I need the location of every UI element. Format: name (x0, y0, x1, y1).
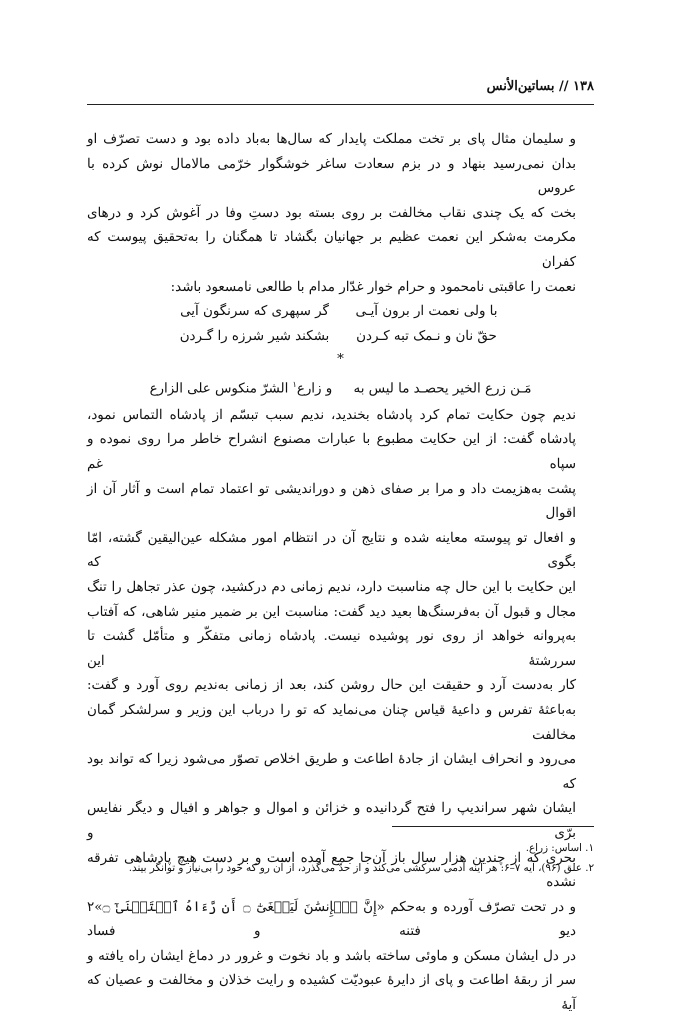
verse-hemistich: حقّ نان و نـمک تبه کـردن (356, 328, 497, 344)
text-line: و در تحت تصرّف آورده و به‌حکم «إِنَّ ٱلۡإِنسَٰنَ لَيَطۡغَىٰٓ ۝ أَن رَّءَاهُ ٱسۡتَغۡنَىٰٓ ۝»۲ دیو فتنه و فساد (87, 899, 576, 940)
verse-couplet (87, 300, 594, 325)
verse-hemistich: گر سپهری که سرنگون آیی (180, 304, 329, 320)
text-line: پشت به‌هزیمت داد و مرا بر صفای ذهن و دوراندیشی تو اعتماد تمام است و آثار آن از اقوال (87, 481, 576, 522)
verse-block (87, 300, 594, 349)
text-line: این حکایت با این حال چه مناسبت دارد، ندیم زمانی دم درکشید، چون عذر تجاهل را تنگ (87, 579, 576, 595)
proverb-second-half-start: و زارع (296, 381, 333, 397)
text-line: بدان نمی‌رسید بنهاد و در بزم سعادت ساغر خوشگوار خرّمی مالامال نوش کرده با عروس (87, 156, 576, 197)
text-line: بخت که یک چندی نقاب مخالفت بر روی بسته بود دستِ وفا در آغوش کرد و درهای (87, 205, 576, 221)
text-line: در دل ایشان مسکن و ماوئی ساخته باشد و باد نخوت و غرور در دماغ ایشان راه یافته و (87, 948, 576, 964)
footnote-marker: ۱ (292, 380, 297, 390)
text-line: ندیم چون حکایت تمام کرد پادشاه بخندید، ندیم سبب تبسّم از پادشاه التماس نمود، (87, 407, 576, 423)
header-rule (87, 104, 594, 105)
verse-couplet (87, 325, 594, 350)
text-line: بحری که از چندین هزار سال باز آن‌جا جمع آمده است و بر دست هیچ پادشاهی تفرقه نشده (87, 850, 576, 891)
text-line: مجال و قبول آن به‌فرسنگ‌ها بعید دید گفت: مناسبت این بر ضمیر منیر شاهی، که آفتاب (87, 604, 576, 620)
text-line: و افعال تو پیوسته معاینه شده و نتایج آن در انتظام امور مشکله عین‌الیقین گشته، امّا بگوی که (87, 530, 576, 571)
text-line: کار به‌دست آرد و حقیقت این حال روشن کند، بعد از زمانی به‌ندیم روی آورد و گفت: (87, 678, 576, 694)
verse-hemistich: بشکند شیر شرزه را گـردن (179, 328, 330, 344)
text-line: و سلیمان مثال پای بر تخت مملکت پایدار که سال‌ها به‌باد داده بود و دست تصرّف او (87, 132, 576, 147)
text-line: پادشاه گفت: از این حکایت مطبوع با عبارات مصنوع انشراح خاطر مرا روی نموده و سپاه غم (87, 432, 576, 472)
footnote-rule (392, 826, 594, 827)
proverb-second-half-end: الشرّ منکوس علی الزارع (149, 381, 293, 397)
main-text (87, 128, 594, 1019)
text-line: می‌رود و انحراف ایشان از جادهٔ اطاعت و طریق اخلاص تصوّر می‌شود زیرا که تواند بود که (87, 752, 576, 792)
footnote-2: ۲. علق (۹۶)، آیه ۷–۶: هر آینه آدمی سرکشی می‌کند و از حدّ می‌گذرد، از آن رو که خود را بی‌نیاز و توانگر بیند. (128, 862, 594, 874)
text-line: به‌پروانه خواهد از روی نور پوشیده نیست. پادشاه زمانی متفکّر و متأمّل گشت تا سررشتهٔ این (87, 629, 576, 669)
text-line: مکرمت به‌شکر این نعمت عظیم بر جهانیان بگشاد تا همگنان را به‌تحقیق پیوست که کفران (87, 230, 576, 270)
verse-hemistich: با ولی نعمت ار برون آیـی (355, 304, 498, 320)
running-header: ۱۳۸ // بساتین‌الأنس (486, 79, 594, 94)
footnote-1: ۱. اساس: زراع. (525, 842, 594, 854)
footnotes (87, 838, 594, 878)
paragraph-1 (87, 128, 594, 300)
text-line: به‌باعثهٔ تفرس و داعیهٔ قیاس چنان می‌نماید که تو را درباب این وزیر و سرلشکر گمان مخالفت (87, 702, 576, 743)
arabic-proverb (87, 371, 594, 403)
text-line: ایشان شهر سراندیپ را فتح گردانیده و خزائن و اموال و جواهر و افیال و دیگر نفایس برّی و (87, 801, 576, 841)
text-line: سر از ربقهٔ اطاعت و پای از دایرهٔ عبودیّت کشیده و رایت خذلان و مخالفت و عصیان که آیهٔ (87, 973, 576, 1014)
section-separator: * (337, 352, 344, 368)
proverb-first-half: مَـن زرع الخیر یحصـد ما لیس به (353, 381, 532, 397)
text-line: نعمت را عاقبتی نامحمود و حرام خوار غدّار مدام با طالعی نامسعود باشد: (170, 279, 576, 295)
paragraph-2 (87, 404, 594, 1019)
